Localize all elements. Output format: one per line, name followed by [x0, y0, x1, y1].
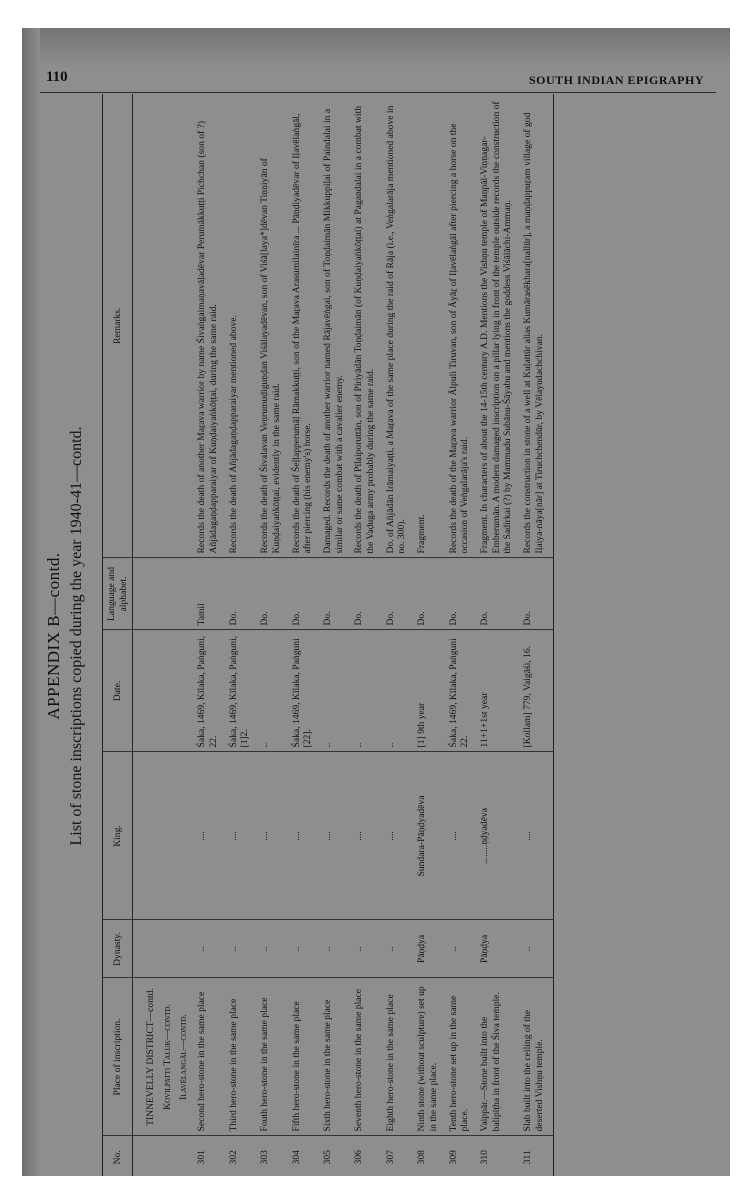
- cell-row-number: 303: [259, 1150, 271, 1165]
- cell-date: [Kollam] 779, Vaigāśi, 16.: [522, 630, 554, 752]
- table-row: [196, 94, 227, 1176]
- table-body: [133, 94, 554, 1176]
- inscriptions-table: [102, 94, 554, 1176]
- cell-language: Do.: [228, 558, 259, 630]
- table-row: [416, 94, 447, 1176]
- col-header-date: Date.: [103, 630, 133, 752]
- appendix-title: APPENDIX B—contd.: [44, 552, 63, 720]
- taluk-name: Kovilpatti Taluk—contd.: [161, 1004, 173, 1110]
- cell-remarks: Do. of Añjādān Irāmaiyaṭṭi, a Maṟava of the same place during the raid of Rāja (i.e., Veṅgalarāja mentioned above in no. 300).: [385, 94, 416, 558]
- cell-date: ..: [322, 630, 353, 752]
- cell-date: ..: [353, 630, 384, 752]
- cell-king: ....: [448, 752, 479, 920]
- cell-language: Do.: [385, 558, 416, 630]
- cell-place-of-inscription: Fouth hero-stone in the same place: [259, 978, 290, 1136]
- table-header-row: [103, 94, 133, 1176]
- cell-remarks: Fragment. In characters of about the 14-15th century A.D. Mentions the Vishṇu temple of Maṇpāl-Viṇṇagar-Emberumān. A modern damaged inscription on a pillar lying in front of the temple outside records the construction of the Sadirkai (?) by Mammadu Subānu-Śāyabu and mentions the goddess Viśālāchi-Ammaṇ.: [479, 94, 522, 558]
- cell-place-of-inscription: Second hero-stone in the same place: [196, 978, 227, 1136]
- cell-dynasty: ..: [522, 920, 554, 978]
- district-heading: [133, 978, 196, 1136]
- cell-row-number: 301: [196, 1150, 208, 1165]
- cell-remarks: Records the death of Añjādagaṇḍapparaiyar mentioned above.: [228, 94, 259, 558]
- cell-dynasty: Pāṇḍya: [479, 920, 522, 978]
- cell-language: Do.: [448, 558, 479, 630]
- table-row: [291, 94, 322, 1176]
- table-row: [228, 94, 259, 1176]
- cell-remarks: Records the construction in stone of a well at Kuḷattūr alias Kumārasēkhara[nallūr], a maṇḍappuṟam village of god Iḷaiya-nāya[nār] at Tiruchchendūr, by Vēlayudachchivan.: [522, 94, 554, 558]
- cell-row-number: 310: [478, 1150, 490, 1165]
- cell-row-number: 305: [321, 1150, 333, 1165]
- cell-king: ........ṇḍyadēva: [479, 752, 522, 920]
- cell-row-number: 306: [353, 1150, 365, 1165]
- district-name: TINNEVELLY DISTRICT—contd.: [145, 988, 157, 1126]
- cell-king: ....: [196, 752, 227, 920]
- cell-dynasty: ..: [322, 920, 353, 978]
- cell-row-number: 311: [522, 1136, 554, 1176]
- cell-dynasty: ..: [259, 920, 290, 978]
- table-row: [448, 94, 479, 1176]
- cell-place-of-inscription: Fifth hero-stone in the same place: [291, 978, 322, 1136]
- cell-row-number: 302: [227, 1150, 239, 1165]
- cell-king: ....: [385, 752, 416, 920]
- cell-row-number: 308: [416, 1150, 428, 1165]
- cell-date: Śaka, 1469, Kīlaka, Paṅguni, 22.: [196, 630, 227, 752]
- cell-place-of-inscription: Vaippār.—Stone built into the balipīṭha in front of the Śiva temple.: [479, 978, 522, 1136]
- cell-date: Śaka, 1469, Kīlaka, Paṅguni 22.: [448, 630, 479, 752]
- cell-language: Do.: [479, 558, 522, 630]
- cell-place-of-inscription: Ninth stone (without sculpture) set up in the same place.: [416, 978, 447, 1136]
- cell-date: ..: [259, 630, 290, 752]
- cell-remarks: Records the death of Śivalavan Veṇrumuḍiguṇḍan Viśālayadēvan, son of Viśā[laya*]dēvan Tiṇṇiyān of Kuṇḍaiyaṅkōṭṭai, evidently in the same raid.: [259, 94, 290, 558]
- col-header-place: Place of inscription.: [103, 978, 133, 1136]
- cell-place-of-inscription: Tenth hero-stone set up in the same place.: [448, 978, 479, 1136]
- cell-date: Śaka, 1469, Kīlaka, Paṅguni, [1]2.: [228, 630, 259, 752]
- cell-remarks: Records the death of Śeḷḷapperumāḷ Rāmakkuṭṭi, son of the Maṟava Arasumilainīra ... Pāṇḍiyadēvar of Iḷavēlaṅgāl, after piercing (his enemy's) horse.: [291, 94, 322, 558]
- cell-king: ....: [522, 752, 554, 920]
- cell-date: 11+1+1st year: [479, 630, 522, 752]
- table-row: [322, 94, 353, 1176]
- cell-language: Tamil: [196, 558, 227, 630]
- table-row: [259, 94, 290, 1176]
- cell-king: ....: [353, 752, 384, 920]
- cell-language: Do.: [291, 558, 322, 630]
- scanned-page: [22, 28, 730, 1176]
- cell-dynasty: ..: [353, 920, 384, 978]
- cell-remarks: Records the death of Pīlaiporuttān, son of Piriyādān Toṇḍaimān (of Kuṇḍaiyaṅkōṭṭai) at Pagandalai in a combat with the Vaḍuga army probably during the same raid.: [353, 94, 384, 558]
- cell-language: Do.: [416, 558, 447, 630]
- col-header-king: King.: [103, 752, 133, 920]
- cell-remarks: Fragment.: [416, 94, 447, 558]
- cell-remarks: Records the death of another Maṟava warrior by name Śivaṅgaimaṇavāḷadēvar Perumākkuṭṭi Pichchan (son of ?) Añjādagaṇḍapparaiyar of Kuṇḍaiyaṅkōṭṭai, during the same raid.: [196, 94, 227, 558]
- cell-dynasty: ..: [448, 920, 479, 978]
- table-row: [522, 94, 554, 1176]
- col-header-no: No.: [103, 1136, 133, 1176]
- cell-king: ....: [291, 752, 322, 920]
- cell-date: [1] 9th year: [416, 630, 447, 752]
- cell-place-of-inscription: Sixth hero-stone in the same place: [322, 978, 353, 1136]
- col-header-remarks: Remarks.: [103, 94, 133, 558]
- district-heading-row: [133, 94, 196, 1176]
- cell-language: Do.: [522, 558, 554, 630]
- scan-shadow-top: [22, 28, 730, 68]
- cell-row-number: 307: [384, 1150, 396, 1165]
- cell-dynasty: ..: [385, 920, 416, 978]
- rotated-table-page: [38, 94, 718, 1176]
- cell-dynasty: ..: [228, 920, 259, 978]
- cell-place-of-inscription: Slab built into the ceiling of the deserted Vishṇu temple.: [522, 978, 554, 1136]
- cell-remarks: Damaged. Records the death of another warrior named Rājavēṅgai, son of Toṇḍaimān Mikkuppiḷai of Paindalai in a similar or same combat with a cavalier enemy.: [322, 94, 353, 558]
- cell-date: Śaka, 1469, Kīlaka, Paṅguni [22].: [291, 630, 322, 752]
- cell-row-number: 304: [290, 1150, 302, 1165]
- cell-dynasty: Pāṇḍya: [416, 920, 447, 978]
- cell-dynasty: ..: [196, 920, 227, 978]
- cell-king: ....: [259, 752, 290, 920]
- cell-row-number: 309: [447, 1150, 459, 1165]
- cell-king: Sundara-Pāṇḍyadēva: [416, 752, 447, 920]
- header-rule: [40, 92, 716, 93]
- col-header-language: Language and alphabet.: [103, 558, 133, 630]
- page-number: 110: [46, 69, 68, 85]
- cell-language: Do.: [259, 558, 290, 630]
- cell-king: ....: [322, 752, 353, 920]
- cell-place-of-inscription: Eighth hero-stone in the same place: [385, 978, 416, 1136]
- col-header-dynasty: Dynasty.: [103, 920, 133, 978]
- cell-date: ..: [385, 630, 416, 752]
- table-row: [479, 94, 522, 1176]
- running-head: SOUTH INDIAN EPIGRAPHY: [528, 73, 704, 87]
- cell-remarks: Records the death of the Maṟava warrior Ālpuli Tiruvan, son of Āyāṟ of Iḷavēlaṅgāl after piercing a horse on the occasion of Veṅgalarāja's raid.: [448, 94, 479, 558]
- cell-language: Do.: [353, 558, 384, 630]
- cell-language: Do.: [322, 558, 353, 630]
- table-caption: List of stone inscriptions copied during the year 1940-41—contd.: [68, 426, 85, 846]
- village-name: Ilavēlangāl—contd.: [178, 1014, 189, 1100]
- cell-place-of-inscription: Seventh hero-stone in the same place: [353, 978, 384, 1136]
- cell-dynasty: ..: [291, 920, 322, 978]
- table-row: [385, 94, 416, 1176]
- cell-king: ....: [228, 752, 259, 920]
- table-row: [353, 94, 384, 1176]
- cell-place-of-inscription: Third hero-stone in the same place: [228, 978, 259, 1136]
